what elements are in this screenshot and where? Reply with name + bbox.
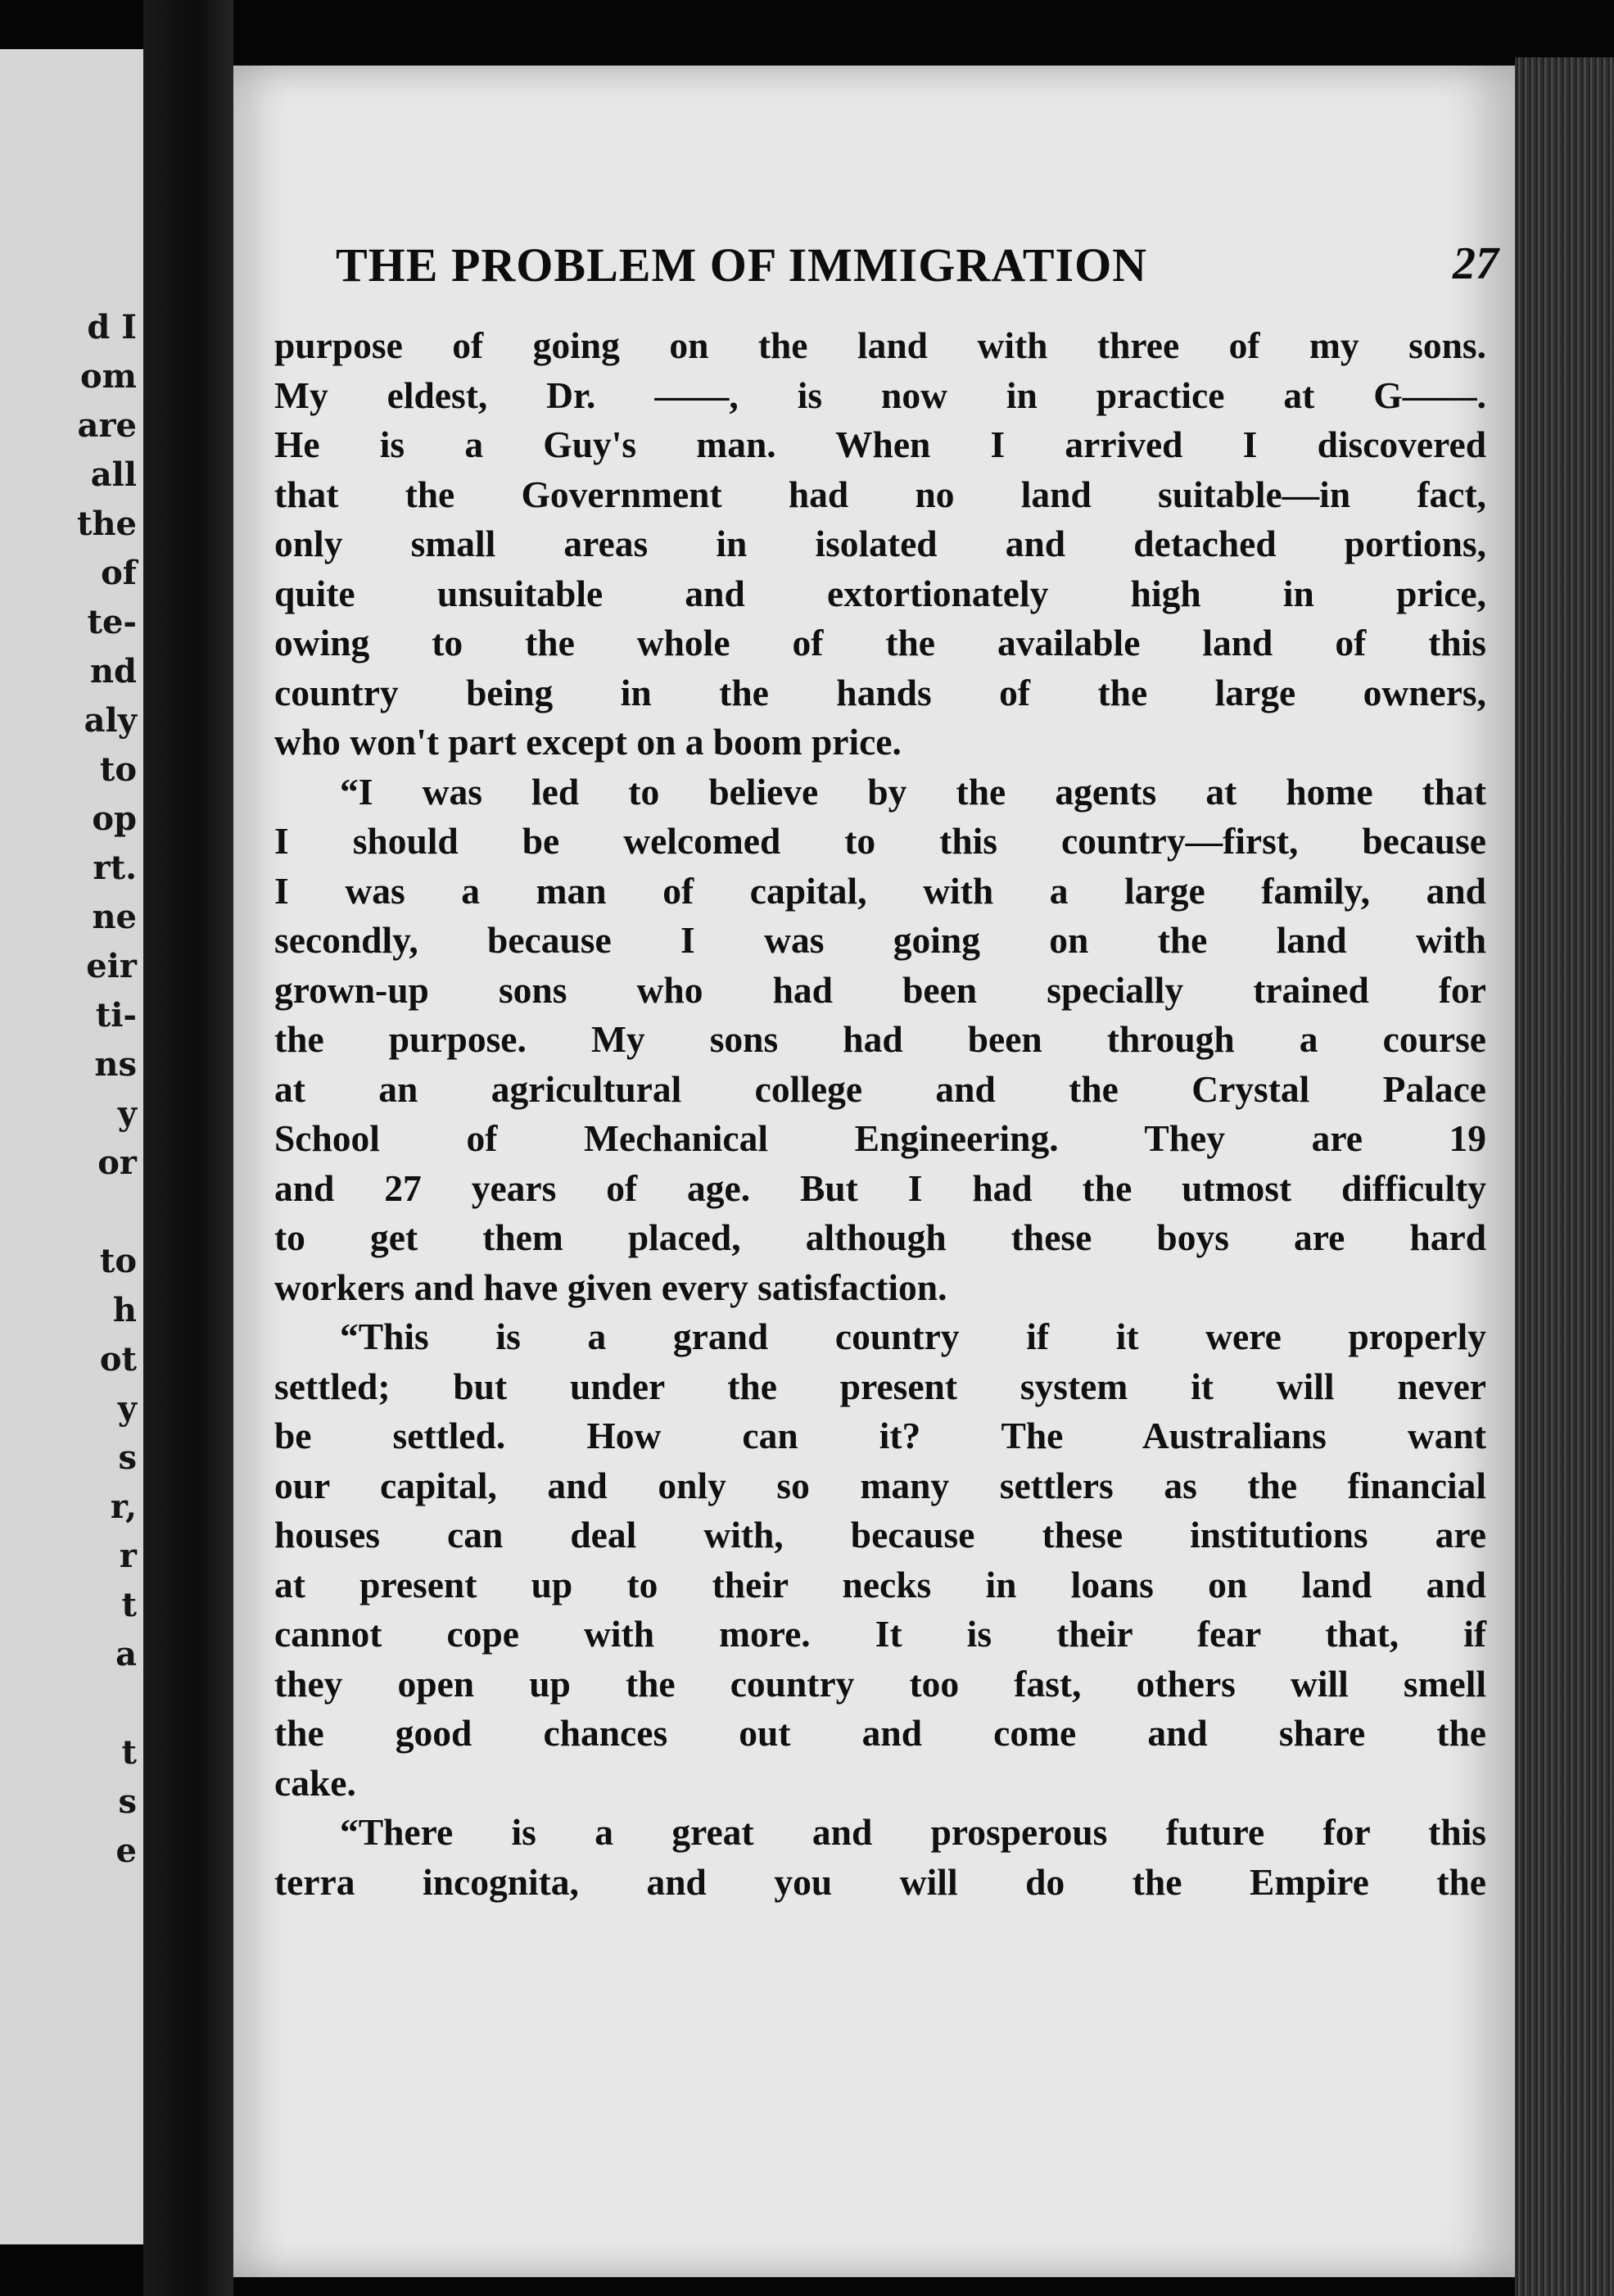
previous-page-fragment: ns	[94, 1045, 137, 1084]
text-line: that the Government had no land suitable—in fact,	[274, 473, 1486, 515]
previous-page-fragment: to	[99, 1242, 137, 1280]
page-body-text	[274, 321, 1486, 1907]
text-line: My eldest, Dr. ——, is now in practice at G——.	[274, 374, 1486, 416]
text-line: settled; but under the present system it will never	[274, 1365, 1486, 1407]
previous-page-fragment: ne	[92, 898, 137, 936]
previous-page-fragment: nd	[89, 652, 137, 691]
book-page	[233, 66, 1515, 2277]
text-line: only small areas in isolated and detached portions,	[274, 523, 1486, 564]
previous-page-fragment	[77, 1188, 137, 1237]
text-line: houses can deal with, because these institutions are	[274, 1514, 1486, 1556]
text-line: who won't part except on a boom price.	[274, 721, 902, 763]
text-line: country being in the hands of the large owners,	[274, 671, 1486, 713]
text-line: cake.	[274, 1761, 356, 1804]
text-line: purpose of going on the land with three of my sons.	[274, 324, 1486, 366]
previous-page-fragment: h	[112, 1291, 137, 1329]
page-number: 27	[1453, 238, 1499, 289]
previous-page-fragment: y	[117, 1389, 137, 1428]
text-line: secondly, because I was going on the land with	[274, 919, 1486, 961]
previous-page-fragment: all	[90, 455, 137, 494]
previous-page-fragment: eir	[86, 947, 137, 985]
book-gutter	[143, 0, 233, 2296]
previous-page-fragment: te-	[87, 603, 137, 641]
previous-page-fragment	[77, 1679, 137, 1728]
text-line: grown-up sons who had been specially trained for	[274, 968, 1486, 1011]
previous-page-fragment: are	[77, 406, 137, 445]
previous-page-fragment: aly	[84, 701, 137, 740]
previous-page-sliver	[0, 49, 143, 2244]
previous-page-fragment: t	[121, 1733, 137, 1772]
text-line: at present up to their necks in loans on land and	[274, 1563, 1486, 1605]
text-line: workers and have given every satisfaction.	[274, 1266, 947, 1308]
previous-page-fragment: or	[97, 1143, 137, 1182]
previous-page-fragment: r,	[110, 1488, 137, 1526]
text-line: be settled. How can it? The Australians want	[274, 1415, 1486, 1456]
previous-page-fragment: d I	[87, 308, 137, 346]
previous-page-text-fragments	[77, 303, 137, 1876]
text-line: School of Mechanical Engineering. They are 19	[274, 1117, 1486, 1159]
previous-page-fragment: rt.	[93, 849, 137, 887]
previous-page-fragment: s	[118, 1438, 137, 1477]
text-line: I was a man of capital, with a large family, and	[274, 869, 1486, 912]
text-line: I should be welcomed to this country—first, because	[274, 820, 1486, 862]
page-header	[336, 238, 1499, 303]
text-line: to get them placed, although these boys are hard	[274, 1216, 1486, 1258]
text-line: the purpose. My sons had been through a course	[274, 1018, 1486, 1060]
previous-page-fragment: ti-	[95, 996, 137, 1035]
text-line: “This is a grand country if it were properly	[340, 1316, 1486, 1357]
text-line: “I was led to believe by the agents at home that	[340, 770, 1486, 813]
text-line: owing to the whole of the available land of this	[274, 622, 1486, 663]
previous-page-fragment: ot	[99, 1340, 137, 1379]
text-line: quite unsuitable and extortionately high in price,	[274, 572, 1486, 614]
previous-page-fragment: to	[99, 750, 137, 789]
text-line: terra incognita, and you will do the Empire the	[274, 1860, 1486, 1903]
text-line: our capital, and only so many settlers as the financial	[274, 1464, 1486, 1506]
text-line: “There is a great and prosperous future for this	[340, 1811, 1486, 1853]
text-line: He is a Guy's man. When I arrived I discovered	[274, 423, 1486, 465]
previous-page-fragment: a	[115, 1635, 137, 1673]
text-line: cannot cope with more. It is their fear that, if	[274, 1613, 1486, 1655]
previous-page-fragment: t	[121, 1586, 137, 1624]
previous-page-fragment: om	[79, 357, 137, 396]
previous-page-fragment: op	[92, 799, 137, 838]
previous-page-fragment: r	[119, 1537, 137, 1575]
previous-page-fragment: e	[115, 1832, 137, 1870]
previous-page-fragment: the	[76, 505, 137, 543]
previous-page-fragment: of	[101, 554, 137, 592]
page-edges	[1515, 57, 1614, 2296]
previous-page-fragment: y	[117, 1094, 137, 1133]
previous-page-fragment: s	[118, 1782, 137, 1821]
text-line: they open up the country too fast, others will smell	[274, 1662, 1486, 1705]
text-line: and 27 years of age. But I had the utmost difficulty	[274, 1166, 1486, 1209]
running-title: THE PROBLEM OF IMMIGRATION	[336, 238, 1148, 292]
text-line: the good chances out and come and share the	[274, 1712, 1486, 1754]
text-line: at an agricultural college and the Crystal Palace	[274, 1067, 1486, 1110]
